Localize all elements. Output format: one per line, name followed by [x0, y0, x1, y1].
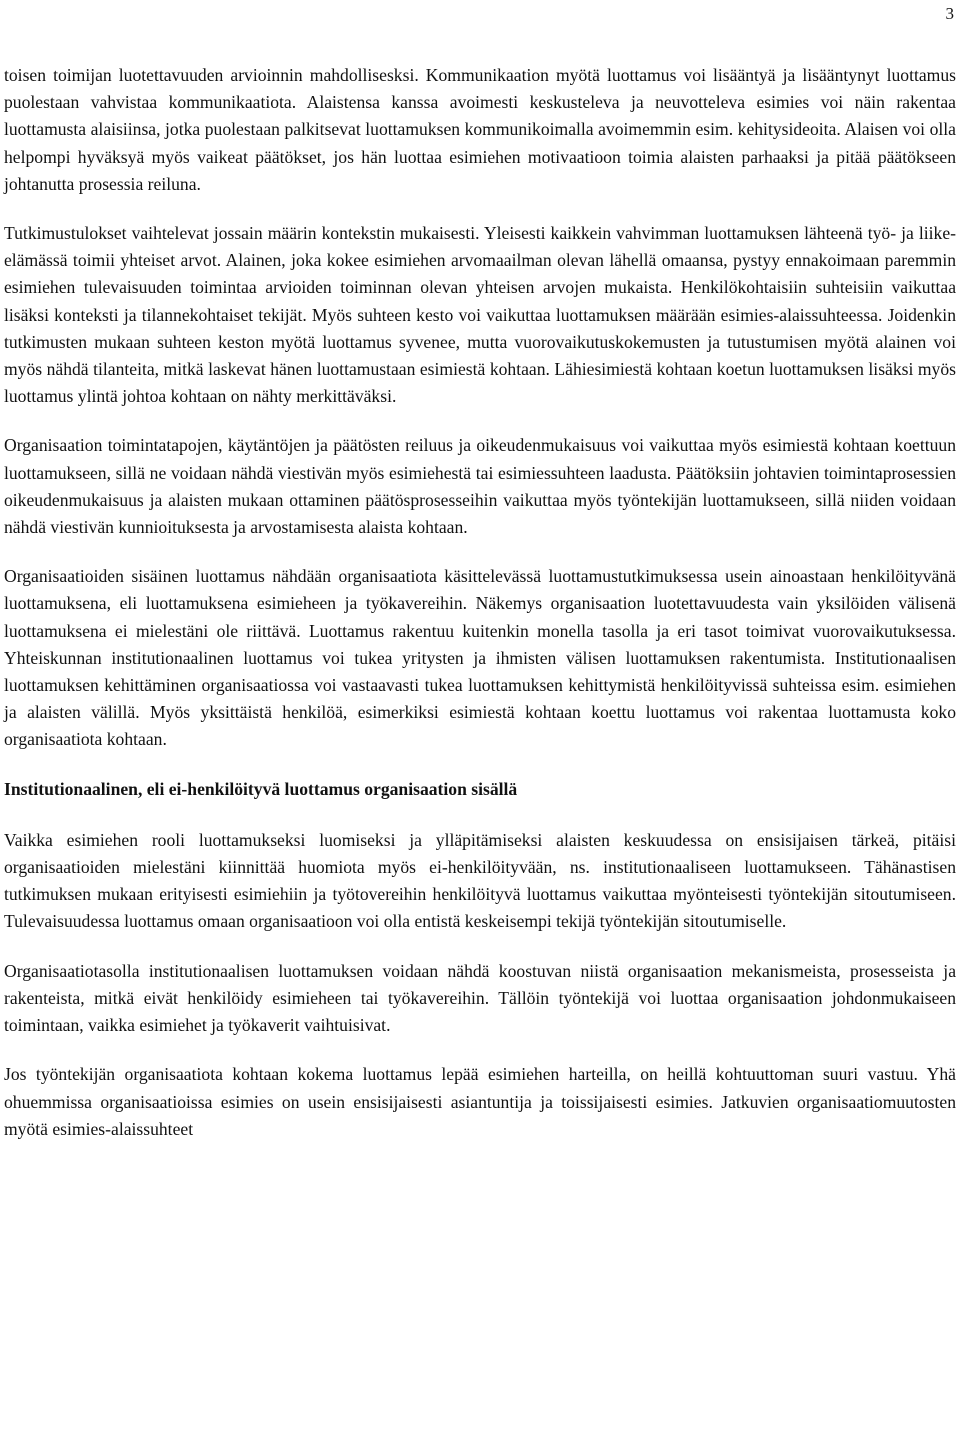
page-number: 3 [945, 4, 954, 23]
paragraph: Vaikka esimiehen rooli luottamukseksi luomiseksi ja ylläpitämiseksi alaisten keskuudessa on ensisijaisen tärkeä, pitäisi organisaatioiden mielestäni kiinnittää huomiota myös ei-henkilöityvään, ns. institutionaaliseen luottamukseen. Tähänastisen tutkimuksen mukaan erityisesti esimiehiin ja työtovereihin henkilöityvä luottamus vaikuttaa myönteisesti työntekijän sitoutumiseen. Tulevaisuudessa luottamus omaan organisaatioon voi olla entistä keskeisempi tekijä työntekijän sitoutumiselle. [4, 829, 956, 932]
paragraph: Organisaatiotasolla institutionaalisen luottamuksen voidaan nähdä koostuvan niistä organisaation mekanismeista, prosesseista ja rakenteista, mitkä eivät henkilöidy esimieheen tai työkavereihin. Tällöin työntekijä voi luottaa organisaation johdonmukaiseen toimintaan, vaikka esimiehet ja työkaverit vaihtuisivat. [4, 960, 956, 1036]
paragraph: Tutkimustulokset vaihtelevat jossain määrin kontekstin mukaisesti. Yleisesti kaikkein vahvimman luottamuksen lähteenä työ- ja liike-elämässä toimii yhteiset arvot. Alainen, joka kokee esimiehen arvomaailman olevan lähellä omaansa, pystyy ennakoimaan paremmin esimiehen tulevaisuuden toimintaa arvioiden toiminnan olevan yhteisen arvojen mukaista. Henkilökohtaisiin suhteisiin vaikuttaa lisäksi konteksti ja tilannekohtaiset tekijät. Myös suhteen kesto voi vaikuttaa luottamuksen määrään esimies-alaissuhteessa. Joidenkin tutkimusten mukaan suhteen keston myötä luottamus syvenee, mutta vuorovaikutuskokemusten ja tutustumisen myötä alainen voi myös nähdä tilanteita, mitkä laskevat hänen luottamustaan esimiestä kohtaan. Lähiesimiestä kohtaan koetun luottamuksen lisäksi myös luottamus ylintä johtoa kohtaan on nähty merkittäväksi. [4, 223, 956, 407]
paragraph: Organisaatioiden sisäinen luottamus nähdään organisaatiota käsittelevässä luottamustutkimuksessa usein ainoastaan henkilöityvänä luottamuksena, eli luottamuksena esimieheen ja työkavereihin. Näkemys organisaation luotettavuudesta vain yksilöiden välisenä luottamuksena ei mielestäni ole riittävä. Luottamus rakentuu kuitenkin monella tasolla ja eri tasot toimivat vuorovaikutuksessa. Yhteiskunnan institutionaalinen luottamus voi tukea yritysten ja ihmisten välisen luottamuksen rakentumista. Institutionaalisen luottamuksen kehittäminen organisaatiossa voi vastaavasti tukea luottamuksen kehittymistä henkilöityvissä suhteissa esim. esimiehen ja alaisten välillä. Myös yksittäistä henkilöä, esimerkiksi esimiestä kohtaan koettu luottamus voi rakentaa luottamusta koko organisaatiota kohtaan. [4, 566, 956, 750]
section-heading: Institutionaalinen, eli ei-henkilöityvä luottamus organisaation sisällä [4, 778, 518, 799]
paragraph: Jos työntekijän organisaatiota kohtaan kokema luottamus lepää esimiehen harteilla, on heillä kohtuuttoman suuri vastuu. Yhä ohuemmissa organisaatioissa esimies on usein ensisijaisesti asiantuntija ja toissijaisesti esimies. Jatkuvien organisaatiomuutosten myötä esimies-alaissuhteet [4, 1064, 956, 1139]
paragraph: Organisaation toimintatapojen, käytäntöjen ja päätösten reiluus ja oikeudenmukaisuus voi vaikuttaa myös esimiestä kohtaan koettuun luottamukseen, sillä ne voidaan nähdä viestivän myös esimiehestä tai esimiessuhteen laadusta. Päätöksiin johtavien toimintaprosessien oikeudenmukaisuus ja alaisten mukaan ottaminen päätösprosesseihin vaikuttaa myös työntekijän luottamukseen, sillä niiden voidaan nähdä viestivän kunnioituksesta ja arvostamisesta alaista kohtaan. [4, 435, 956, 538]
document-body [4, 62, 956, 1165]
paragraph: toisen toimijan luotettavuuden arvioinnin mahdollisesksi. Kommunikaation myötä luottamus voi lisääntyä ja lisääntynyt luottamus puolestaan vahvistaa kommunikaatiota. Alaistensa kanssa avoimesti keskusteleva ja neuvotteleva esimies voi näin rakentaa luottamusta alaisiinsa, jotka puolestaan palkitsevat luottamuksen kommunikoimalla avoimemmin esim. kehitysideoita. Alaisen voi olla helpompi hyväksyä myös vaikeat päätökset, jos hän luottaa esimiehen motivaatioon toimia alaisten parhaaksi ja pitää päätökseen johtanutta prosessia reiluna. [4, 65, 956, 194]
